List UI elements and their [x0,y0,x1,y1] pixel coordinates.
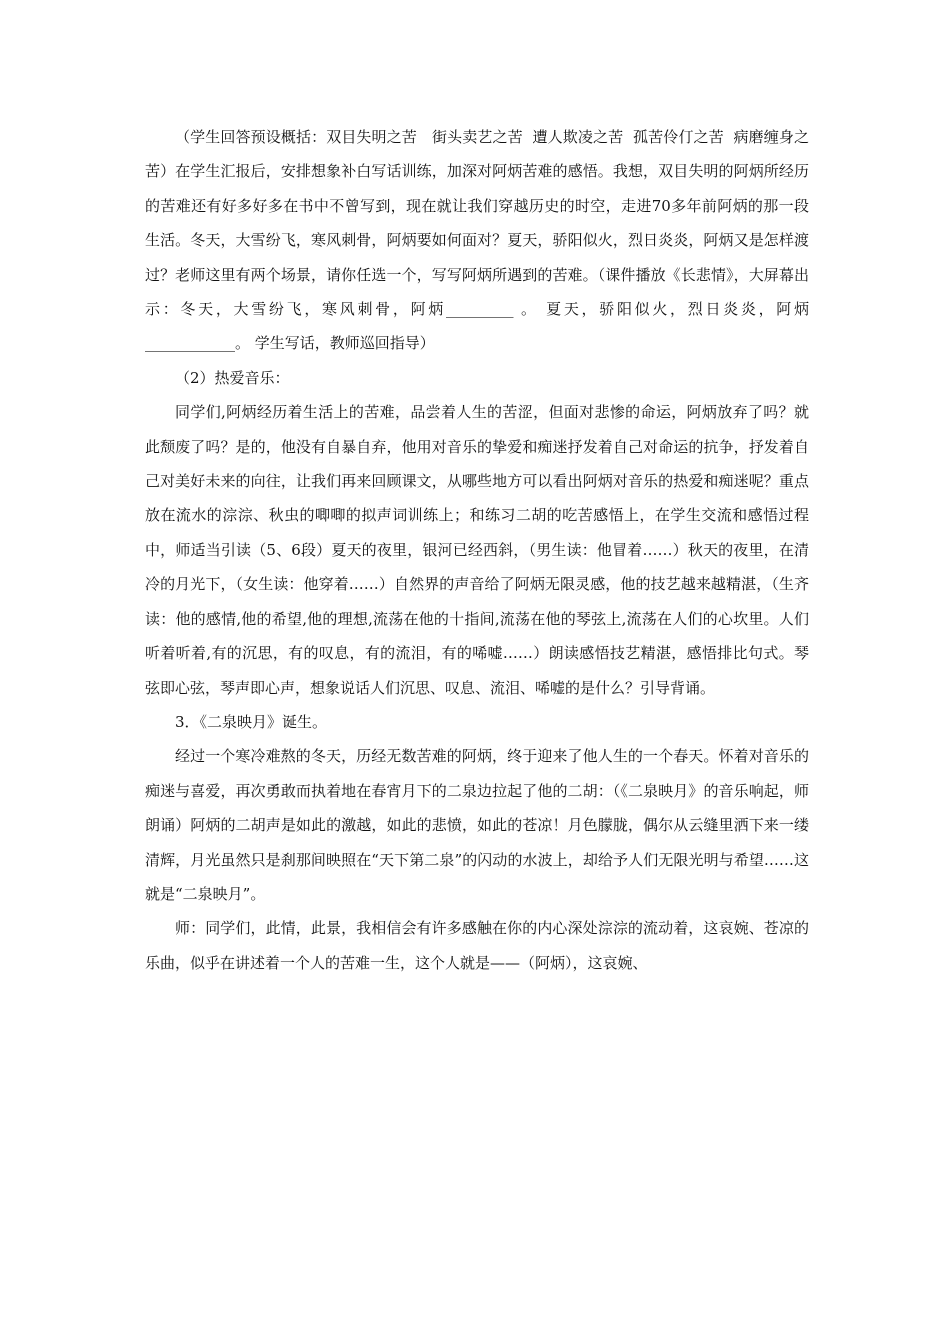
paragraph-love-of-music: 同学们,阿炳经历着生活上的苦难，品尝着人生的苦涩，但面对悲惨的命运，阿炳放弃了吗？就此颓废了吗？是的，他没有自暴自弃，他用对音乐的挚爱和痴迷抒发着自己对命运的抗争，抒发着自己对美好未来的向往，让我们再来回顾课文，从哪些地方可以看出阿炳对音乐的热爱和痴迷呢？重点放在流水的淙淙、秋虫的唧唧的拟声词训练上；和练习二胡的吃苦感悟上，在学生交流和感悟过程中，师适当引读（5、6段）夏天的夜里，银河已经西斜，（男生读：他冒着……）秋天的夜里，在清冷的月光下，（女生读：他穿着……）自然界的声音给了阿炳无限灵感，他的技艺越来越精湛，（生齐读：他的感情,他的希望,他的理想,流荡在他的十指间,流荡在他的琴弦上,流荡在人们的心坎里。人们听着听着,有的沉思，有的叹息，有的流泪，有的唏嘘……）朗读感悟技艺精湛，感悟排比句式。琴弦即心弦，琴声即心声，想象说话人们沉思、叹息、流泪、唏嘘的是什么？引导背诵。 [145,403,809,697]
heading-erquan-yingyue-born: 3．《二泉映月》诞生。 [175,712,328,731]
paragraph-suffering-summary: （学生回答预设概括：双目失明之苦 街头卖艺之苦 遭人欺凌之苦 孤苦伶仃之苦 病磨缠身之苦）在学生汇报后，安排想象补白写话训练，加深对阿炳苦难的感悟。我想，双目失明的阿炳所经历的苦难还有好多好多在书中不曾写到，现在就让我们穿越历史的时空，走进70多年前阿炳的那一段生活。冬天，大雪纷飞，寒风刺骨，阿炳要如何面对？夏天，骄阳似火，烈日炎炎，阿炳又是怎样渡过？老师这里有两个场景，请你任选一个，写写阿炳所遇到的苦难。（课件播放《长悲情》，大屏幕出示：冬天，大雪纷飞，寒风刺骨，阿炳_________ 。 夏天，骄阳似火，烈日炎炎，阿炳____________。 学生写话，教师巡回指导） [145,128,809,353]
heading-love-of-music: （2）热爱音乐： [175,368,290,387]
paragraph-teacher-remark: 师：同学们，此情，此景，我相信会有许多感触在你的内心深处淙淙的流动着，这哀婉、苍凉的乐曲，似乎在讲述着一个人的苦难一生，这个人就是——（阿炳），这哀婉、 [145,919,809,972]
paragraph-erquan-yingyue: 经过一个寒冷难熬的冬天，历经无数苦难的阿炳，终于迎来了他人生的一个春天。怀着对音乐的痴迷与喜爱，再次勇敢而执着地在春宵月下的二泉边拉起了他的二胡：（《二泉映月》的音乐响起，师朗诵）阿炳的二胡声是如此的激越，如此的悲愤，如此的苍凉！月色朦胧，偶尔从云缝里洒下来一缕清辉，月光虽然只是刹那间映照在“天下第二泉”的闪动的水波上，却给予人们无限光明与希望……这就是“二泉映月”。 [145,747,809,903]
document-page [145,120,809,980]
